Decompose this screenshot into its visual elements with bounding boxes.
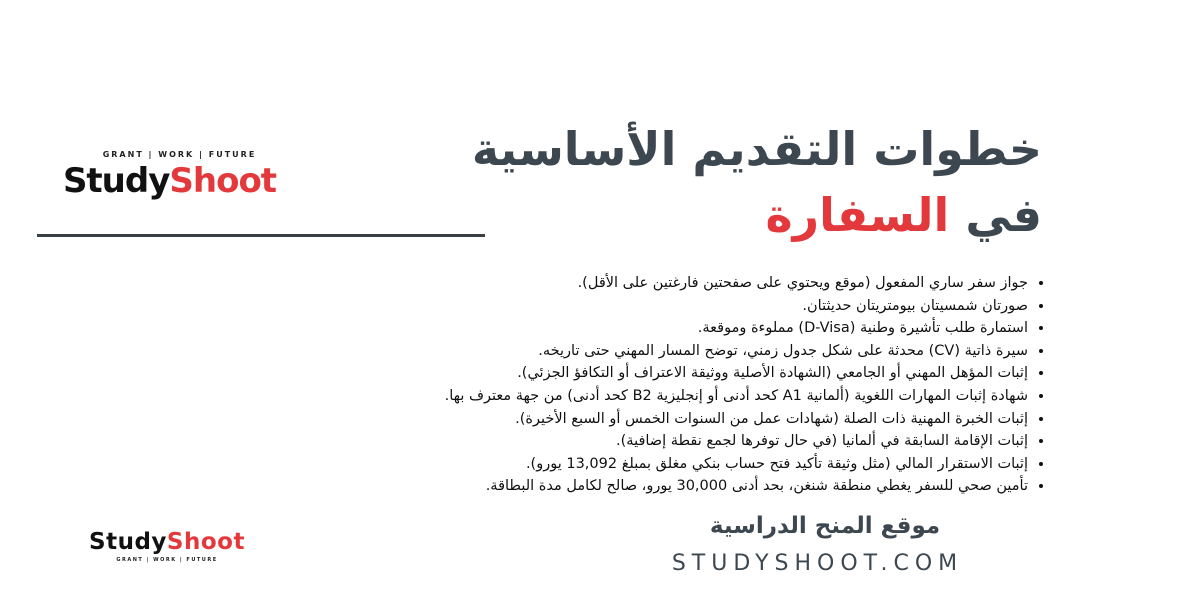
title-accent: السفارة	[765, 188, 950, 242]
title-line-2	[342, 182, 1042, 248]
list-item: • إثبات الإقامة السابقة في ألمانيا (في حال توفرها لجمع نقطة إضافية).	[128, 430, 1028, 453]
logo-wordmark-small	[82, 528, 252, 556]
list-item: • سيرة ذاتية (CV) محدثة على شكل جدول زمني، توضح المسار المهني حتى تاريخه.	[128, 340, 1028, 363]
logo-tagline-small: GRANT | WORK | FUTURE	[116, 557, 218, 563]
page-title	[342, 116, 1042, 248]
logo-wordmark	[52, 161, 287, 201]
logo-tagline: GRANT | WORK | FUTURE	[102, 150, 257, 159]
list-item: • إثبات الخبرة المهنية ذات الصلة (شهادات عمل من السنوات الخمس أو السبع الأخيرة).	[128, 408, 1028, 431]
list-item: • جواز سفر ساري المفعول (موقع ويحتوي على صفحتين فارغتين على الأقل).	[128, 272, 1028, 295]
list-item: • استمارة طلب تأشيرة وطنية (D-Visa) مملوءة وموقعة.	[128, 317, 1028, 340]
site-url: STUDYSHOOT.COM	[671, 551, 964, 576]
list-item: • إثبات المؤهل المهني أو الجامعي (الشهادة الأصلية ووثيقة الاعتراف أو التكافؤ الجزئي).	[128, 362, 1028, 385]
logo-word-study: Study	[89, 529, 167, 555]
list-item: • شهادة إثبات المهارات اللغوية (ألمانية A1 كحد أدنى أو إنجليزية B2 كحد أدنى) من جهة معترف بها.	[128, 385, 1028, 408]
list-item: • إثبات الاستقرار المالي (مثل وثيقة تأكيد فتح حساب بنكي مغلق بمبلغ 13,092 يورو).	[128, 453, 1028, 476]
list-item: • تأمين صحي للسفر يغطي منطقة شنغن، بحد أدنى 30,000 يورو، صالح لكامل مدة البطاقة.	[128, 475, 1028, 498]
brand-logo-small	[82, 528, 252, 565]
steps-list	[128, 272, 1050, 498]
brand-logo	[52, 150, 287, 201]
title-prefix: في	[965, 188, 1042, 242]
logo-word-shoot: Shoot	[169, 161, 277, 201]
list-item: • صورتان شمسيتان بيومتريتان حديثتان.	[128, 295, 1028, 318]
logo-word-shoot: Shoot	[166, 529, 245, 555]
title-line-1: خطوات التقديم الأساسية	[471, 122, 1042, 176]
site-name: موقع المنح الدراسية	[709, 513, 941, 539]
logo-word-study: Study	[62, 161, 170, 201]
